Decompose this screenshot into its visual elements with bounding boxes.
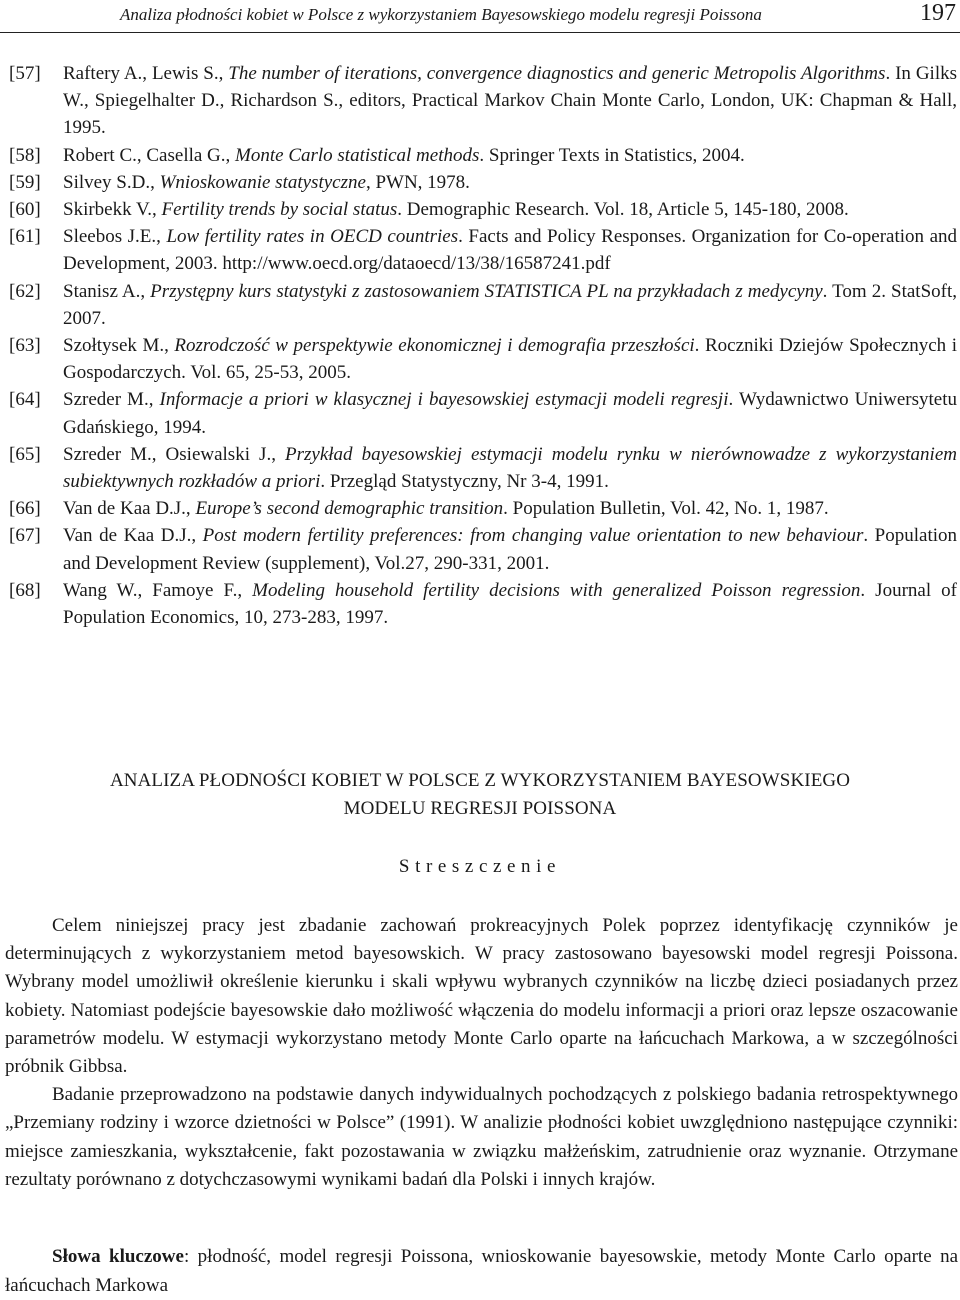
reference-title: Monte Carlo statistical methods: [235, 144, 480, 166]
reference-text: [63, 169, 957, 196]
reference-number: [65]: [9, 443, 41, 465]
keywords: [5, 1242, 958, 1300]
reference-authors: Raftery A., Lewis S.,: [63, 63, 229, 84]
reference-title: Przykład bayesowskiej estymacji modelu rynku w nierównowadze z wykorzystaniem subiektywnych rozkładów a priori: [63, 443, 957, 493]
reference-authors: Szołtysek M.,: [63, 335, 175, 357]
article-title: [0, 767, 960, 823]
reference-text: [63, 60, 957, 142]
reference-title: Fertility trends by social status: [161, 199, 398, 221]
reference-item: [9, 169, 957, 196]
reference-details: . Przegląd Statystyczny, Nr 3-4, 1991.: [320, 471, 609, 493]
reference-title: Przystępny kurs statystyki z zastosowaniem STATISTICA PL na przykładach z medycyny: [150, 280, 823, 302]
reference-title: The number of iterations, convergence diagnostics and generic Metropolis Algorithms: [228, 63, 886, 84]
reference-authors: Sleebos J.E.,: [63, 226, 167, 248]
reference-text: [63, 196, 957, 223]
reference-title: Rozrodczość w perspektywie ekonomicznej i demografia przeszłości: [174, 335, 695, 357]
reference-title: Informacje a priori w klasycznej i bayesowskiej estymacji modeli regresji: [159, 389, 729, 411]
reference-authors: Szreder M.,: [63, 389, 160, 411]
reference-list: [9, 60, 957, 631]
reference-item: [9, 577, 957, 631]
reference-number: [67]: [9, 525, 41, 547]
reference-number: [61]: [9, 226, 41, 248]
reference-details: . Population Bulletin, Vol. 42, No. 1, 1987.: [503, 498, 829, 520]
reference-details: . Demographic Research. Vol. 18, Article 5, 145-180, 2008.: [397, 199, 849, 221]
article-title-line: MODELU REGRESJI POISSONA: [343, 798, 617, 819]
reference-text: [63, 223, 957, 277]
reference-number: [59]: [9, 171, 41, 193]
reference-item: [9, 196, 957, 223]
reference-item: [9, 223, 957, 277]
reference-number: [66]: [9, 498, 41, 520]
running-header: [0, 0, 960, 33]
reference-details: . In Gilks W., Spiegelhalter D., Richardson S., editors, Practical Markov Chain Monte Carlo, London, UK: Chapman & Hall, 1995.: [63, 63, 957, 139]
article-title-line: ANALIZA PŁODNOŚCI KOBIET W POLSCE Z WYKORZYSTANIEM BAYESOWSKIEGO: [109, 770, 851, 791]
reference-number: [60]: [9, 199, 41, 221]
reference-text: [63, 495, 957, 522]
reference-authors: Van de Kaa D.J.,: [63, 498, 196, 520]
reference-title: Post modern fertility preferences: from changing value orientation to new behaviour: [202, 525, 864, 547]
reference-details: . Springer Texts in Statistics, 2004.: [479, 144, 745, 166]
abstract-paragraph: Badanie przeprowadzono na podstawie danych indywidualnych pochodzących z polskiego badania retrospektywnego „Przemiany rodziny i wzorce dzietności w Polsce” (1991). W analizie płodności kobiet uwzględniono następujące czynniki: miejsce zamieszkania, wykształcenie, fakt pozostawania w związku małżeńskim, zatrudnienie oraz wyznanie. Otrzymane rezultaty porównano z dotychczasowymi wynikami badań dla Polski i innych krajów.: [5, 1084, 958, 1190]
reference-details: . Facts and Policy Responses. Organization for Co-operation and Development, 2003. http://www.oecd.org/dataoecd/13/38/16587241.pdf: [63, 226, 958, 275]
reference-number: [63]: [9, 335, 41, 357]
keywords-text: : płodność, model regresji Poissona, wnioskowanie bayesowskie, metody Monte Carlo oparte na łańcuchach Markowa: [5, 1246, 959, 1296]
reference-text: [63, 386, 957, 440]
reference-text: [63, 332, 957, 386]
reference-authors: Van de Kaa D.J.,: [63, 525, 203, 547]
abstract-body: [5, 912, 958, 1194]
reference-number: [57]: [9, 63, 41, 84]
reference-title: Modeling household fertility decisions with generalized Poisson regression: [252, 579, 861, 601]
reference-item: [9, 60, 957, 142]
reference-number: [64]: [9, 389, 41, 411]
reference-number: [68]: [9, 579, 41, 601]
reference-details: , PWN, 1978.: [365, 171, 470, 193]
reference-text: [63, 441, 957, 495]
reference-authors: Silvey S.D.,: [63, 171, 160, 193]
reference-text: [63, 577, 957, 631]
reference-number: [58]: [9, 144, 41, 166]
reference-item: [9, 142, 957, 169]
reference-text: [63, 522, 957, 576]
reference-item: [9, 441, 957, 495]
reference-details: . Journal of Population Economics, 10, 273-283, 1997.: [63, 579, 957, 629]
reference-item: [9, 332, 957, 386]
reference-details: . Roczniki Dziejów Społecznych i Gospodarczych. Vol. 65, 25-53, 2005.: [63, 335, 957, 384]
reference-authors: Robert C., Casella G.,: [63, 144, 236, 166]
reference-authors: Wang W., Famoye F.,: [63, 579, 253, 601]
abstract-paragraph: Celem niniejszej pracy jest zbadanie zachowań prokreacyjnych Polek poprzez identyfikację czynników je determinujących z wykorzystaniem metod bayesowskich. W pracy zastosowano bayesowski model regresji Poissona. Wybrany model umożliwił określenie kierunku i skali wpływu wybranych czynników na liczbę dzieci posiadanych przez kobiety. Natomiast podejście bayesowskie dało możliwość włączenia do modelu informacji a priori oraz lepsze oszacowanie parametrów modelu. W estymacji wykorzystano metody Monte Carlo oparte na łańcuchach Markowa, a w szczególności próbnik Gibbsa.: [5, 915, 958, 1078]
reference-details: . Tom 2. StatSoft, 2007.: [63, 280, 957, 329]
reference-details: . Population and Development Review (supplement), Vol.27, 290-331, 2001.: [63, 525, 957, 574]
reference-title: Low fertility rates in OECD countries: [166, 226, 459, 248]
reference-item: [9, 522, 957, 576]
reference-number: [62]: [9, 280, 41, 302]
reference-authors: Skirbekk V.,: [63, 199, 162, 221]
reference-item: [9, 495, 957, 522]
reference-details: . Wydawnictwo Uniwersytetu Gdańskiego, 1994.: [63, 389, 958, 438]
reference-authors: Szreder M., Osiewalski J.,: [63, 443, 286, 465]
running-header-title: Analiza płodności kobiet w Polsce z wykorzystaniem Bayesowskiego modelu regresji Poissona: [120, 5, 762, 24]
keywords-label: Słowa kluczowe: [52, 1246, 184, 1267]
page-number: 197: [920, 0, 956, 26]
reference-text: [63, 142, 957, 169]
reference-item: [9, 278, 957, 332]
abstract-heading: Streszczenie: [398, 856, 562, 877]
reference-title: Europe’s second demographic transition: [195, 498, 504, 520]
reference-item: [9, 386, 957, 440]
reference-text: [63, 278, 957, 332]
reference-authors: Stanisz A.,: [63, 280, 151, 302]
reference-title: Wnioskowanie statystyczne: [159, 171, 366, 193]
